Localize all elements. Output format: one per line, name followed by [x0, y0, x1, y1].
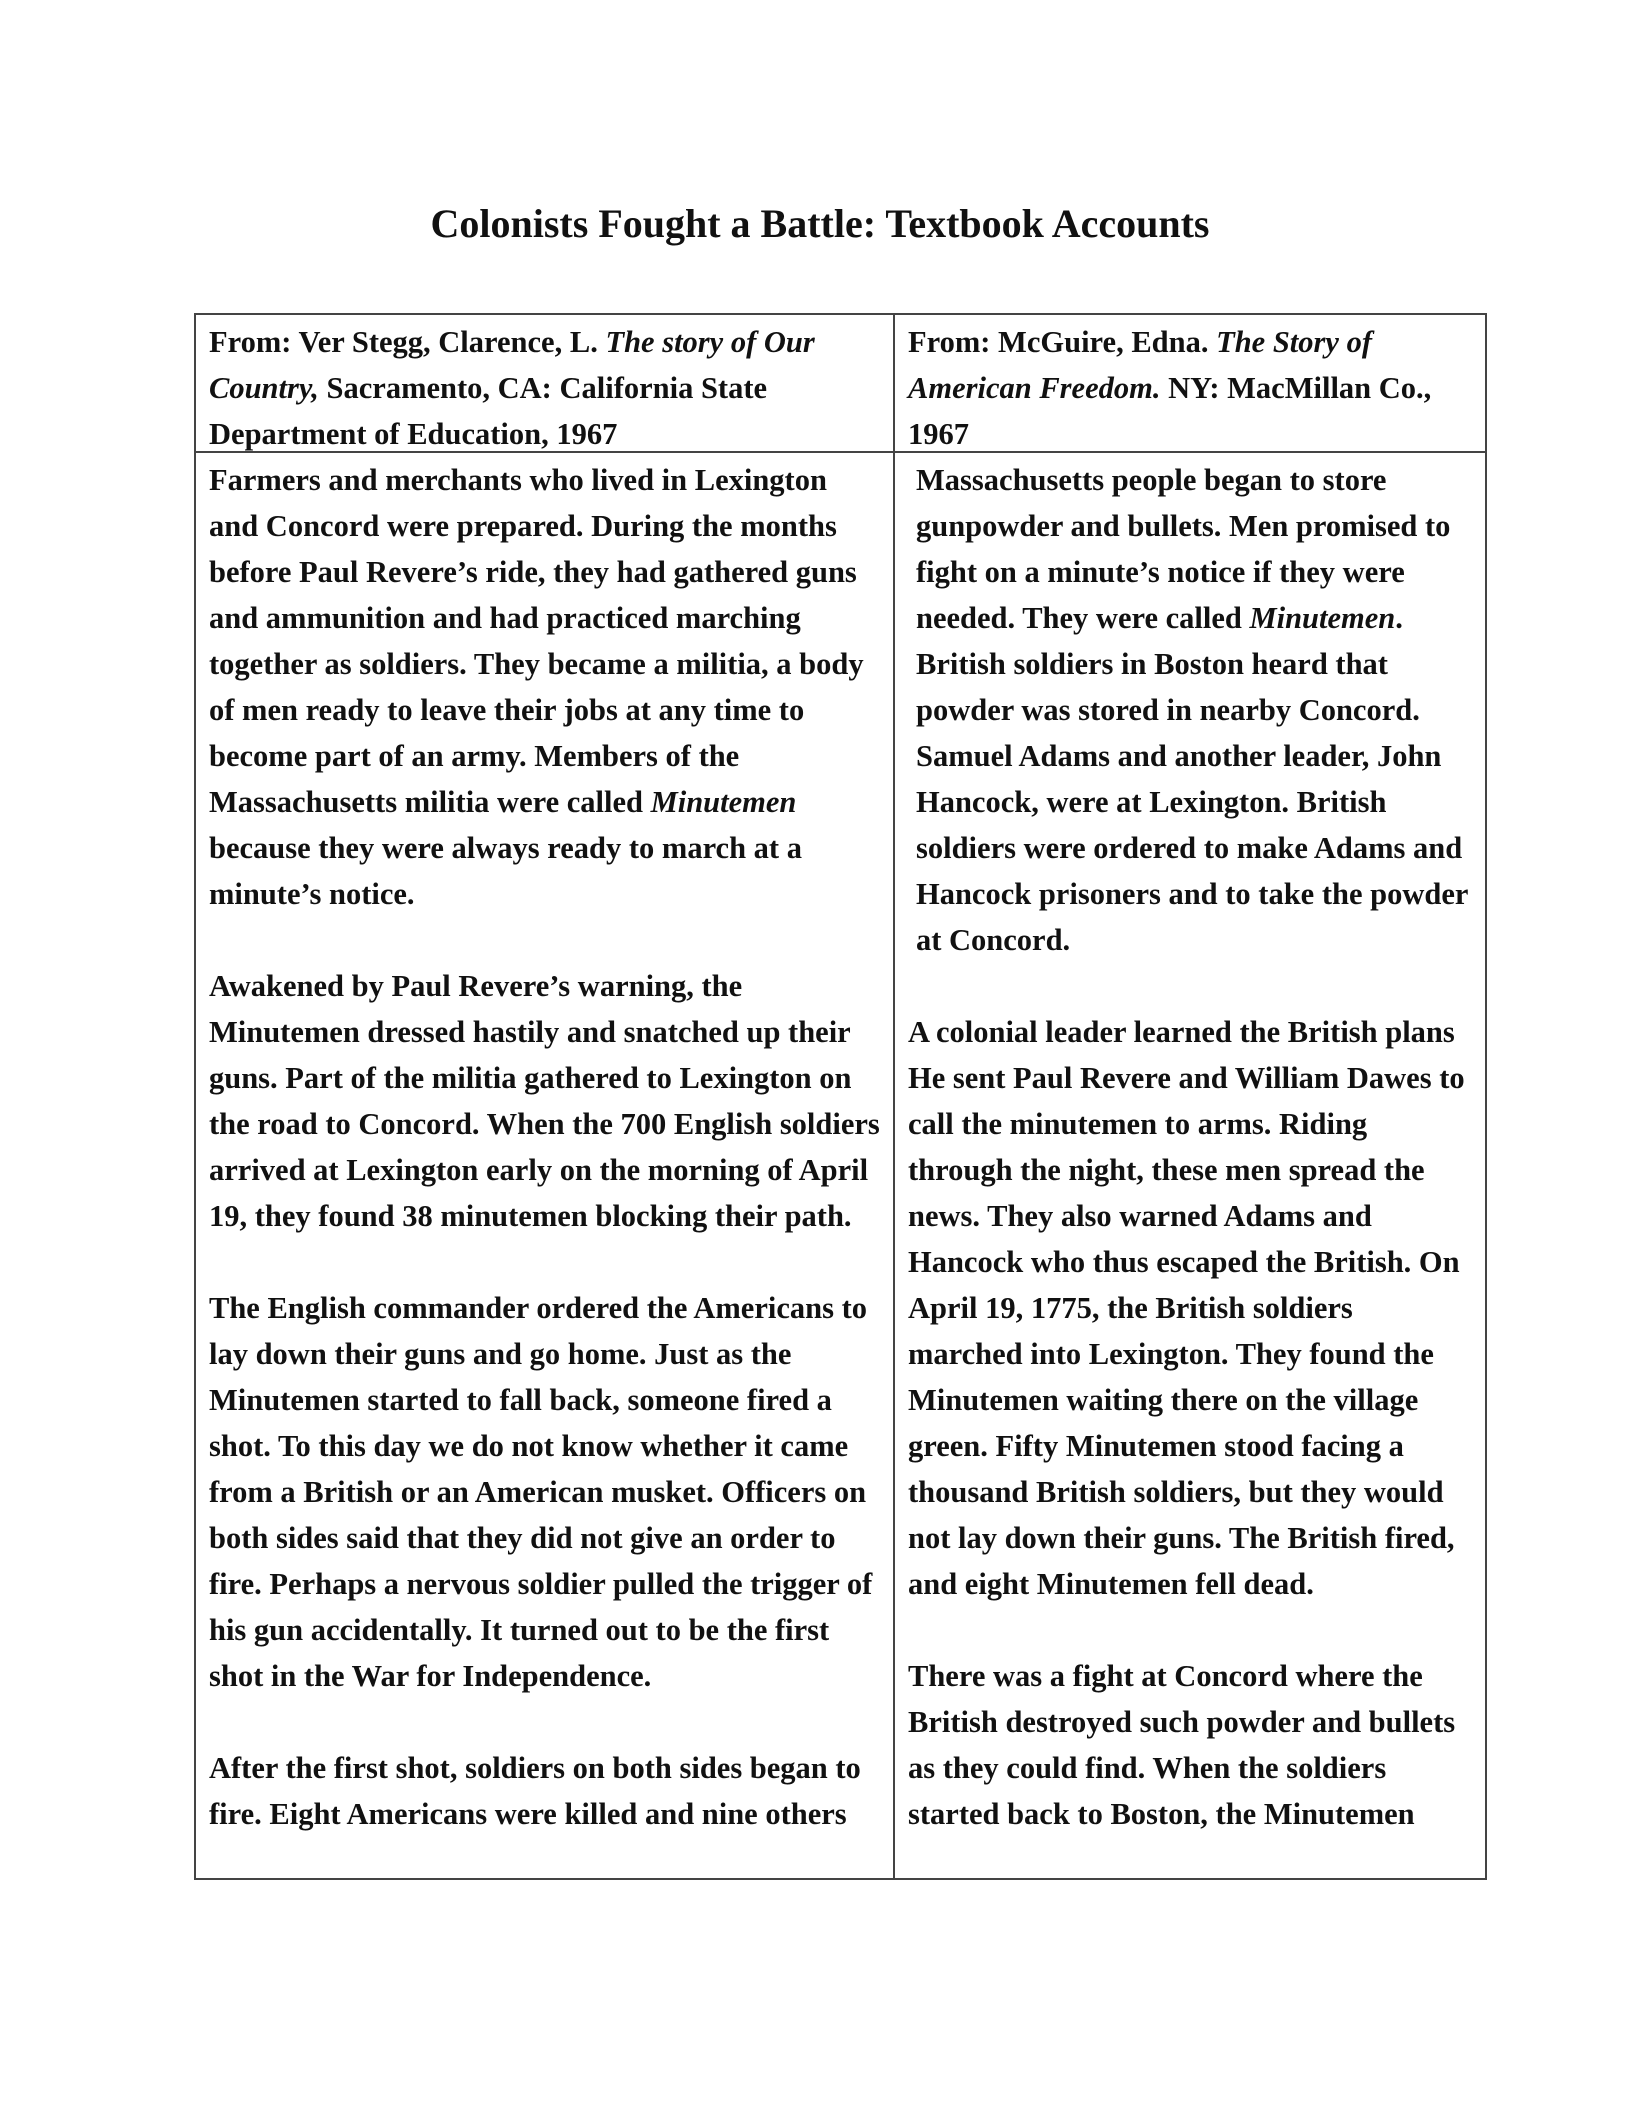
table-body-row	[196, 453, 1485, 1878]
left-paragraph-4: After the first shot, soldiers on both sides began to fire. Eight Americans were killed and nine others	[209, 1751, 861, 1831]
left-paragraph-2: Awakened by Paul Revere’s warning, the Minutemen dressed hastily and snatched up their guns. Part of the militia gathered to Lexington on the road to Concord. When the 700 English soldiers arrived at Lexington early on the morning of April 19, they found 38 minutemen blocking their path.	[209, 969, 880, 1233]
right-citation-book-title: The Story of American Freedom.	[908, 325, 1372, 405]
right-paragraph-3: There was a fight at Concord where the British destroyed such powder and bullets as they could find. When the soldiers started back to Boston, the Minutemen	[908, 1659, 1456, 1831]
comparison-table	[194, 313, 1487, 1880]
page-title: Colonists Fought a Battle: Textbook Accounts	[430, 201, 1210, 246]
left-paragraph-1-text-end: because they were always ready to march at a minute’s notice.	[209, 831, 802, 911]
right-paragraph-1-text: Massachusetts people began to store gunpowder and bullets. Men promised to fight on a minute’s notice if they were needed. They were called	[916, 463, 1451, 635]
right-text-cell	[895, 453, 1485, 1878]
left-citation-book-title: The story of Our Country,	[209, 325, 815, 405]
right-citation-cell	[895, 315, 1485, 451]
left-paragraph-1	[209, 457, 883, 917]
left-citation-cell	[196, 315, 895, 451]
right-citation-suffix: NY: MacMillan Co., 1967	[908, 371, 1432, 451]
left-paragraph-1-term: Minutemen	[650, 785, 797, 819]
left-citation-prefix: From: Ver Stegg, Clarence, L.	[209, 325, 606, 359]
table-header-row	[196, 315, 1485, 453]
right-paragraph-1	[908, 457, 1475, 963]
left-text-cell	[196, 453, 895, 1878]
right-citation	[908, 319, 1475, 457]
right-citation-prefix: From: McGuire, Edna.	[908, 325, 1217, 359]
left-paragraph-1-text: Farmers and merchants who lived in Lexington and Concord were prepared. During the months before Paul Revere’s ride, they had gathered guns and ammunition and had practiced marching together as soldiers. They became a militia, a body of men ready to leave their jobs at any time to become part of an army. Members of the Massachusetts militia were called	[209, 463, 864, 819]
right-paragraph-1-term: Minutemen	[1249, 601, 1396, 635]
left-paragraph-3: The English commander ordered the Americans to lay down their guns and go home. Just as the Minutemen started to fall back, someone fired a shot. To this day we do not know whether it came from a British or an American musket. Officers on both sides said that they did not give an order to fire. Perhaps a nervous soldier pulled the trigger of his gun accidentally. It turned out to be the first shot in the War for Independence.	[209, 1291, 873, 1693]
left-citation	[209, 319, 883, 457]
right-paragraph-1-text-end: . British soldiers in Boston heard that powder was stored in nearby Concord. Samuel Adams and another leader, John Hancock, were at Lexington. British soldiers were ordered to make Adams and Hancock prisoners and to take the powder at Concord.	[916, 601, 1468, 957]
left-citation-suffix: Sacramento, CA: California State Department of Education, 1967	[209, 371, 768, 451]
right-paragraph-2: A colonial leader learned the British plans He sent Paul Revere and William Dawes to call the minutemen to arms. Riding through the night, these men spread the news. They also warned Adams and Hancock who thus escaped the British. On April 19, 1775, the British soldiers marched into Lexington. They found the Minutemen waiting there on the village green. Fifty Minutemen stood facing a thousand British soldiers, but they would not lay down their guns. The British fired, and eight Minutemen fell dead.	[908, 1015, 1465, 1601]
